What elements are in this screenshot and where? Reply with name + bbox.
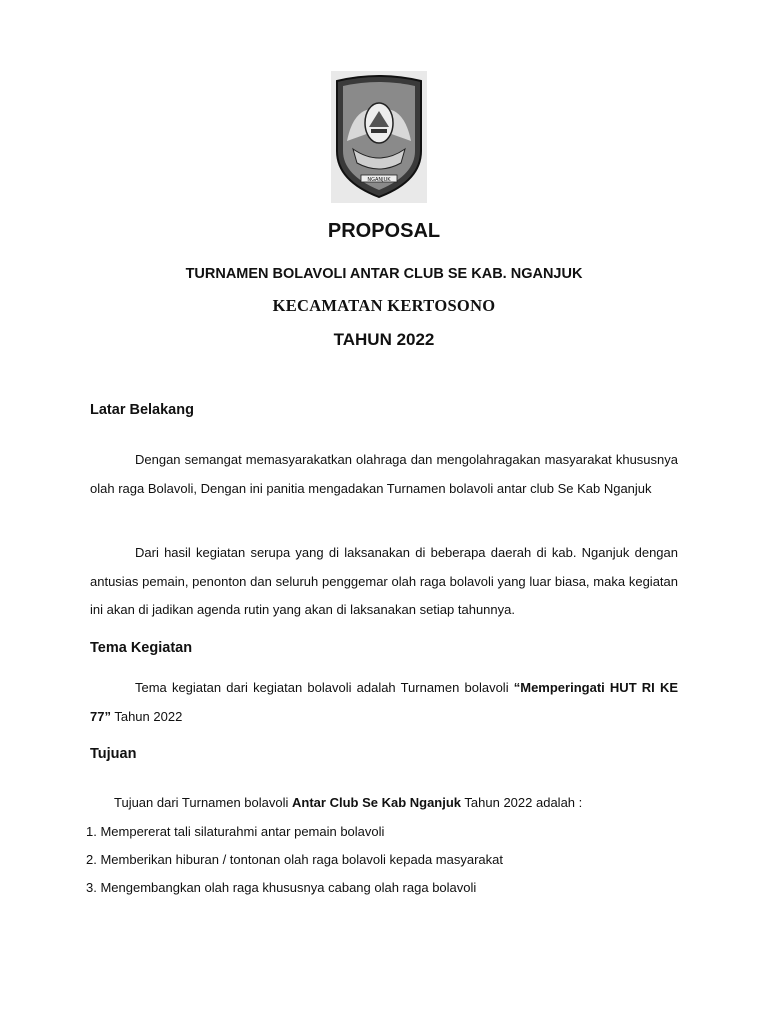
page-subtitle: TURNAMEN BOLAVOLI ANTAR CLUB SE KAB. NGANJUK bbox=[185, 266, 583, 282]
section-heading-tema-kegiatan: Tema Kegiatan bbox=[90, 640, 193, 656]
svg-text:NGANJUK: NGANJUK bbox=[367, 177, 391, 183]
tujuan-intro bbox=[114, 789, 694, 818]
tujuan-intro-bold: Antar Club Se Kab Nganjuk bbox=[292, 795, 462, 810]
tema-text-after: Tahun 2022 bbox=[110, 708, 183, 724]
list-item: 1. Mempererat tali silaturahmi antar pemain bolavoli bbox=[86, 824, 385, 839]
district-line: KECAMATAN KERTOSONO bbox=[272, 296, 496, 315]
tema-text-bold: “Memperingati HUT RI KE 77” bbox=[90, 680, 679, 724]
tema-text-before: Tema kegiatan dari kegiatan bolavoli adalah Turnamen bolavoli bbox=[135, 680, 514, 695]
latar-belakang-paragraph-2: Dari hasil kegiatan serupa yang di laksanakan di beberapa daerah di kab. Nganjuk dengan antusias pemain, penonton dan seluruh penggemar olah raga bolavoli yang luar biasa, maka kegiatan ini akan di jadikan agenda rutin yang akan di laksanakan setiap tahunnya. bbox=[90, 545, 678, 617]
regency-logo bbox=[331, 71, 427, 203]
latar-belakang-paragraph-1: Dengan semangat memasyarakatkan olahraga dan mengolahragakan masyarakat khususnya olah raga Bolavoli, Dengan ini panitia mengadakan Turnamen bolavoli antar club Se Kab Nganjuk bbox=[90, 452, 678, 496]
tujuan-list bbox=[86, 818, 503, 902]
tema-paragraph bbox=[90, 674, 678, 731]
tujuan-intro-before: Tujuan dari Turnamen bolavoli bbox=[114, 795, 293, 810]
nganjuk-crest-icon bbox=[331, 71, 427, 203]
tujuan-intro-after: Tahun 2022 adalah : bbox=[461, 795, 583, 810]
page-title: PROPOSAL bbox=[327, 220, 441, 242]
list-item: 3. Mengembangkan olah raga khususnya cabang olah raga bolavoli bbox=[86, 880, 477, 895]
list-item: 2. Memberikan hiburan / tontonan olah raga bolavoli kepada masyarakat bbox=[86, 852, 503, 867]
year-line: TAHUN 2022 bbox=[333, 330, 435, 349]
section-heading-latar-belakang: Latar Belakang bbox=[90, 402, 194, 418]
section-heading-tujuan: Tujuan bbox=[90, 746, 137, 762]
